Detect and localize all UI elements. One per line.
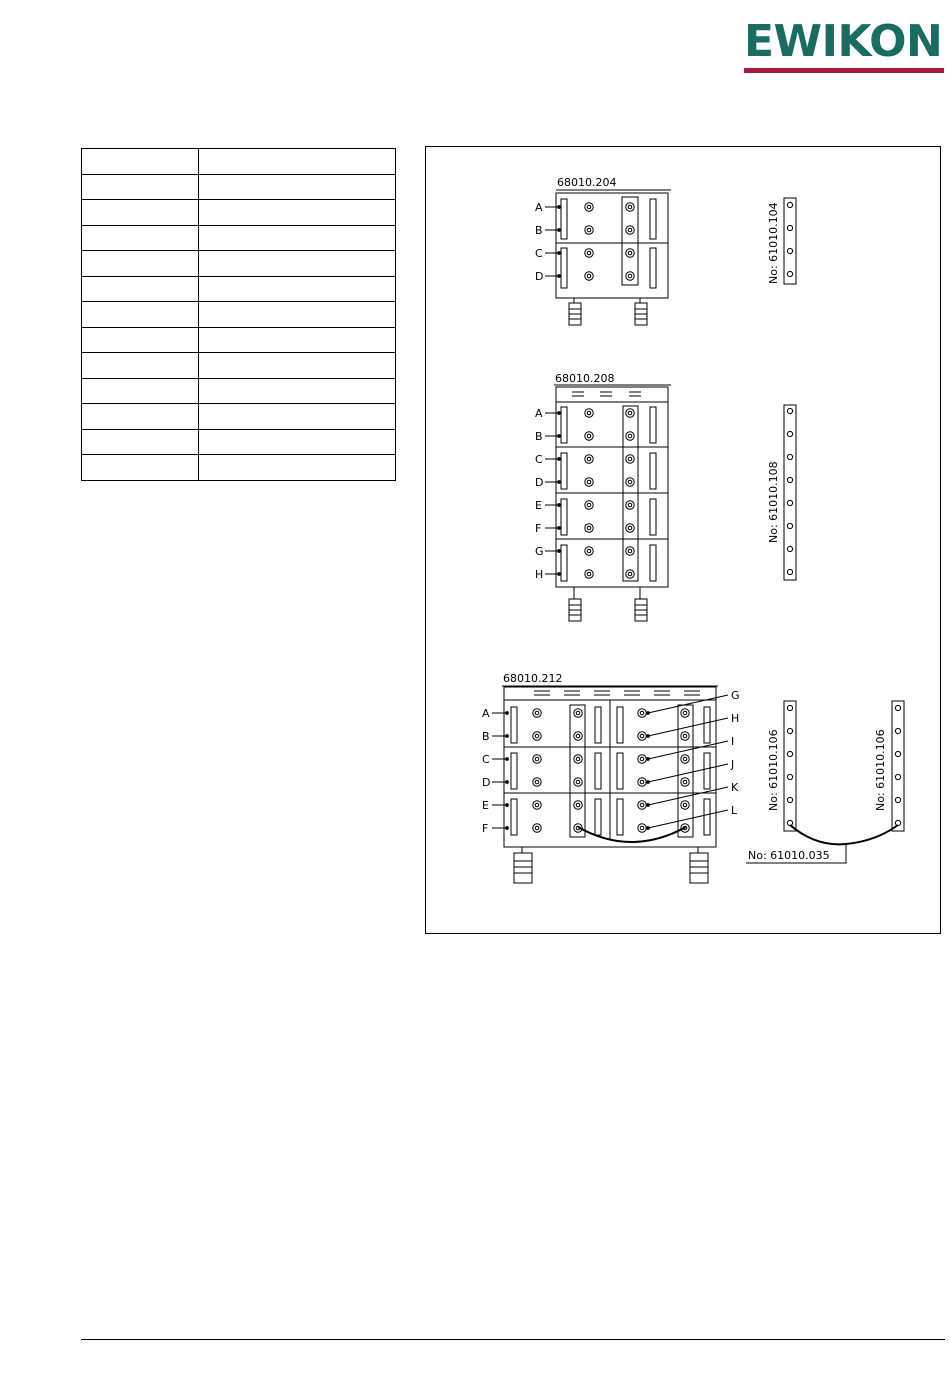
socket bbox=[626, 409, 634, 417]
socket bbox=[638, 755, 646, 763]
zone-label: E bbox=[482, 799, 489, 812]
unit-68010-208 bbox=[535, 372, 671, 621]
socket bbox=[681, 709, 689, 717]
logo-text: EWIKON bbox=[744, 16, 943, 67]
table-cell bbox=[199, 200, 396, 226]
hole bbox=[787, 523, 792, 528]
table-cell bbox=[82, 251, 199, 277]
table-cell bbox=[82, 429, 199, 455]
table-row bbox=[82, 276, 396, 302]
unit-68010-212 bbox=[482, 672, 740, 883]
zone-label: A bbox=[482, 707, 490, 720]
wiring-figure bbox=[425, 146, 941, 934]
table-row bbox=[82, 174, 396, 200]
zone-label: C bbox=[535, 247, 543, 260]
hole bbox=[787, 569, 792, 574]
zone-label: A bbox=[535, 201, 543, 214]
socket bbox=[626, 478, 634, 486]
table-row bbox=[82, 429, 396, 455]
socket bbox=[574, 732, 582, 740]
hole bbox=[787, 431, 792, 436]
table-row bbox=[82, 225, 396, 251]
zone-label: A bbox=[535, 407, 543, 420]
bar-label: No: 61010.108 bbox=[767, 461, 780, 543]
socket bbox=[681, 778, 689, 786]
socket bbox=[574, 755, 582, 763]
table-cell bbox=[199, 455, 396, 481]
footer-rule bbox=[81, 1339, 945, 1340]
hole bbox=[895, 751, 900, 756]
hole bbox=[895, 797, 900, 802]
socket bbox=[638, 709, 646, 717]
socket bbox=[533, 732, 541, 740]
table-cell bbox=[199, 276, 396, 302]
socket bbox=[638, 801, 646, 809]
hole bbox=[787, 820, 792, 825]
socket bbox=[574, 801, 582, 809]
table-cell bbox=[82, 302, 199, 328]
zone-label: G bbox=[535, 545, 544, 558]
ewikon-logo bbox=[744, 18, 944, 73]
socket bbox=[626, 272, 634, 280]
table-cell bbox=[199, 149, 396, 175]
hole bbox=[895, 774, 900, 779]
socket bbox=[681, 732, 689, 740]
socket bbox=[585, 478, 593, 486]
zone-label: D bbox=[535, 270, 544, 283]
table-cell bbox=[82, 378, 199, 404]
socket bbox=[533, 778, 541, 786]
socket bbox=[585, 203, 593, 211]
socket bbox=[638, 824, 646, 832]
socket bbox=[574, 778, 582, 786]
zone-label: B bbox=[482, 730, 490, 743]
socket bbox=[626, 524, 634, 532]
bar-label: No: 61010.106 bbox=[874, 729, 887, 811]
socket bbox=[533, 801, 541, 809]
zone-label: C bbox=[535, 453, 543, 466]
socket bbox=[585, 272, 593, 280]
zone-label: K bbox=[731, 781, 739, 794]
table-cell bbox=[199, 378, 396, 404]
bar-61010-106-right bbox=[874, 701, 904, 831]
socket bbox=[638, 732, 646, 740]
table-cell bbox=[82, 455, 199, 481]
hole bbox=[787, 546, 792, 551]
socket bbox=[626, 203, 634, 211]
bar-61010-108 bbox=[767, 405, 796, 580]
socket bbox=[681, 801, 689, 809]
socket bbox=[626, 249, 634, 257]
hole bbox=[787, 477, 792, 482]
table-cell bbox=[82, 225, 199, 251]
hole bbox=[895, 728, 900, 733]
socket bbox=[681, 755, 689, 763]
table-row bbox=[82, 200, 396, 226]
hole bbox=[787, 248, 792, 253]
hole bbox=[787, 500, 792, 505]
socket bbox=[638, 778, 646, 786]
socket bbox=[626, 501, 634, 509]
socket bbox=[585, 501, 593, 509]
table-cell bbox=[199, 225, 396, 251]
table-row bbox=[82, 327, 396, 353]
wiring-diagram bbox=[426, 147, 942, 935]
zone-label: H bbox=[535, 568, 544, 581]
socket bbox=[626, 432, 634, 440]
socket bbox=[585, 524, 593, 532]
zone-label: H bbox=[731, 712, 740, 725]
hole bbox=[787, 751, 792, 756]
spec-table bbox=[81, 148, 396, 481]
table-row bbox=[82, 353, 396, 379]
socket bbox=[533, 824, 541, 832]
table-cell bbox=[199, 251, 396, 277]
table-cell bbox=[199, 174, 396, 200]
bar-label: No: 61010.104 bbox=[767, 202, 780, 284]
table-row bbox=[82, 251, 396, 277]
socket bbox=[585, 455, 593, 463]
table-row bbox=[82, 455, 396, 481]
table-cell bbox=[82, 149, 199, 175]
zone-label: F bbox=[535, 522, 542, 535]
table-cell bbox=[82, 200, 199, 226]
zone-label: B bbox=[535, 224, 543, 237]
zone-label: D bbox=[482, 776, 491, 789]
hole bbox=[895, 705, 900, 710]
hole bbox=[787, 454, 792, 459]
zone-label: G bbox=[731, 689, 740, 702]
hole bbox=[787, 728, 792, 733]
table-cell bbox=[199, 429, 396, 455]
table-cell bbox=[82, 353, 199, 379]
table-cell bbox=[199, 302, 396, 328]
model-label: 68010.208 bbox=[555, 372, 615, 385]
hole bbox=[787, 202, 792, 207]
socket bbox=[585, 226, 593, 234]
zone-label: F bbox=[482, 822, 489, 835]
bar-61010-104 bbox=[767, 198, 796, 284]
table-row bbox=[82, 378, 396, 404]
hole bbox=[787, 774, 792, 779]
hole bbox=[787, 225, 792, 230]
hole bbox=[895, 820, 900, 825]
table-cell bbox=[199, 327, 396, 353]
table-cell bbox=[82, 404, 199, 430]
socket bbox=[626, 570, 634, 578]
hole bbox=[787, 408, 792, 413]
socket bbox=[626, 547, 634, 555]
table-row bbox=[82, 404, 396, 430]
socket bbox=[585, 570, 593, 578]
zone-label: B bbox=[535, 430, 543, 443]
table-row bbox=[82, 302, 396, 328]
socket bbox=[574, 709, 582, 717]
zone-label: J bbox=[731, 758, 735, 771]
cable-label: No: 61010.035 bbox=[748, 849, 830, 862]
table-cell bbox=[82, 276, 199, 302]
table-cell bbox=[82, 174, 199, 200]
hole bbox=[787, 271, 792, 276]
table-cell bbox=[82, 327, 199, 353]
socket bbox=[626, 455, 634, 463]
zone-label: L bbox=[731, 804, 738, 817]
zone-label: I bbox=[731, 735, 735, 748]
hole bbox=[787, 705, 792, 710]
bar-61010-106-left bbox=[767, 701, 796, 831]
socket bbox=[533, 755, 541, 763]
logo-underline bbox=[744, 68, 944, 73]
socket bbox=[585, 249, 593, 257]
socket bbox=[533, 709, 541, 717]
cable-61010-035 bbox=[746, 825, 898, 863]
unit-68010-204 bbox=[535, 176, 671, 325]
socket bbox=[585, 547, 593, 555]
socket bbox=[626, 226, 634, 234]
model-label: 68010.204 bbox=[557, 176, 617, 189]
table-cell bbox=[199, 353, 396, 379]
zone-label: E bbox=[535, 499, 542, 512]
table-cell bbox=[199, 404, 396, 430]
socket bbox=[585, 432, 593, 440]
hole bbox=[787, 797, 792, 802]
bar-label: No: 61010.106 bbox=[767, 729, 780, 811]
zone-label: D bbox=[535, 476, 544, 489]
model-label: 68010.212 bbox=[503, 672, 563, 685]
zone-label: C bbox=[482, 753, 490, 766]
table-row bbox=[82, 149, 396, 175]
socket bbox=[585, 409, 593, 417]
